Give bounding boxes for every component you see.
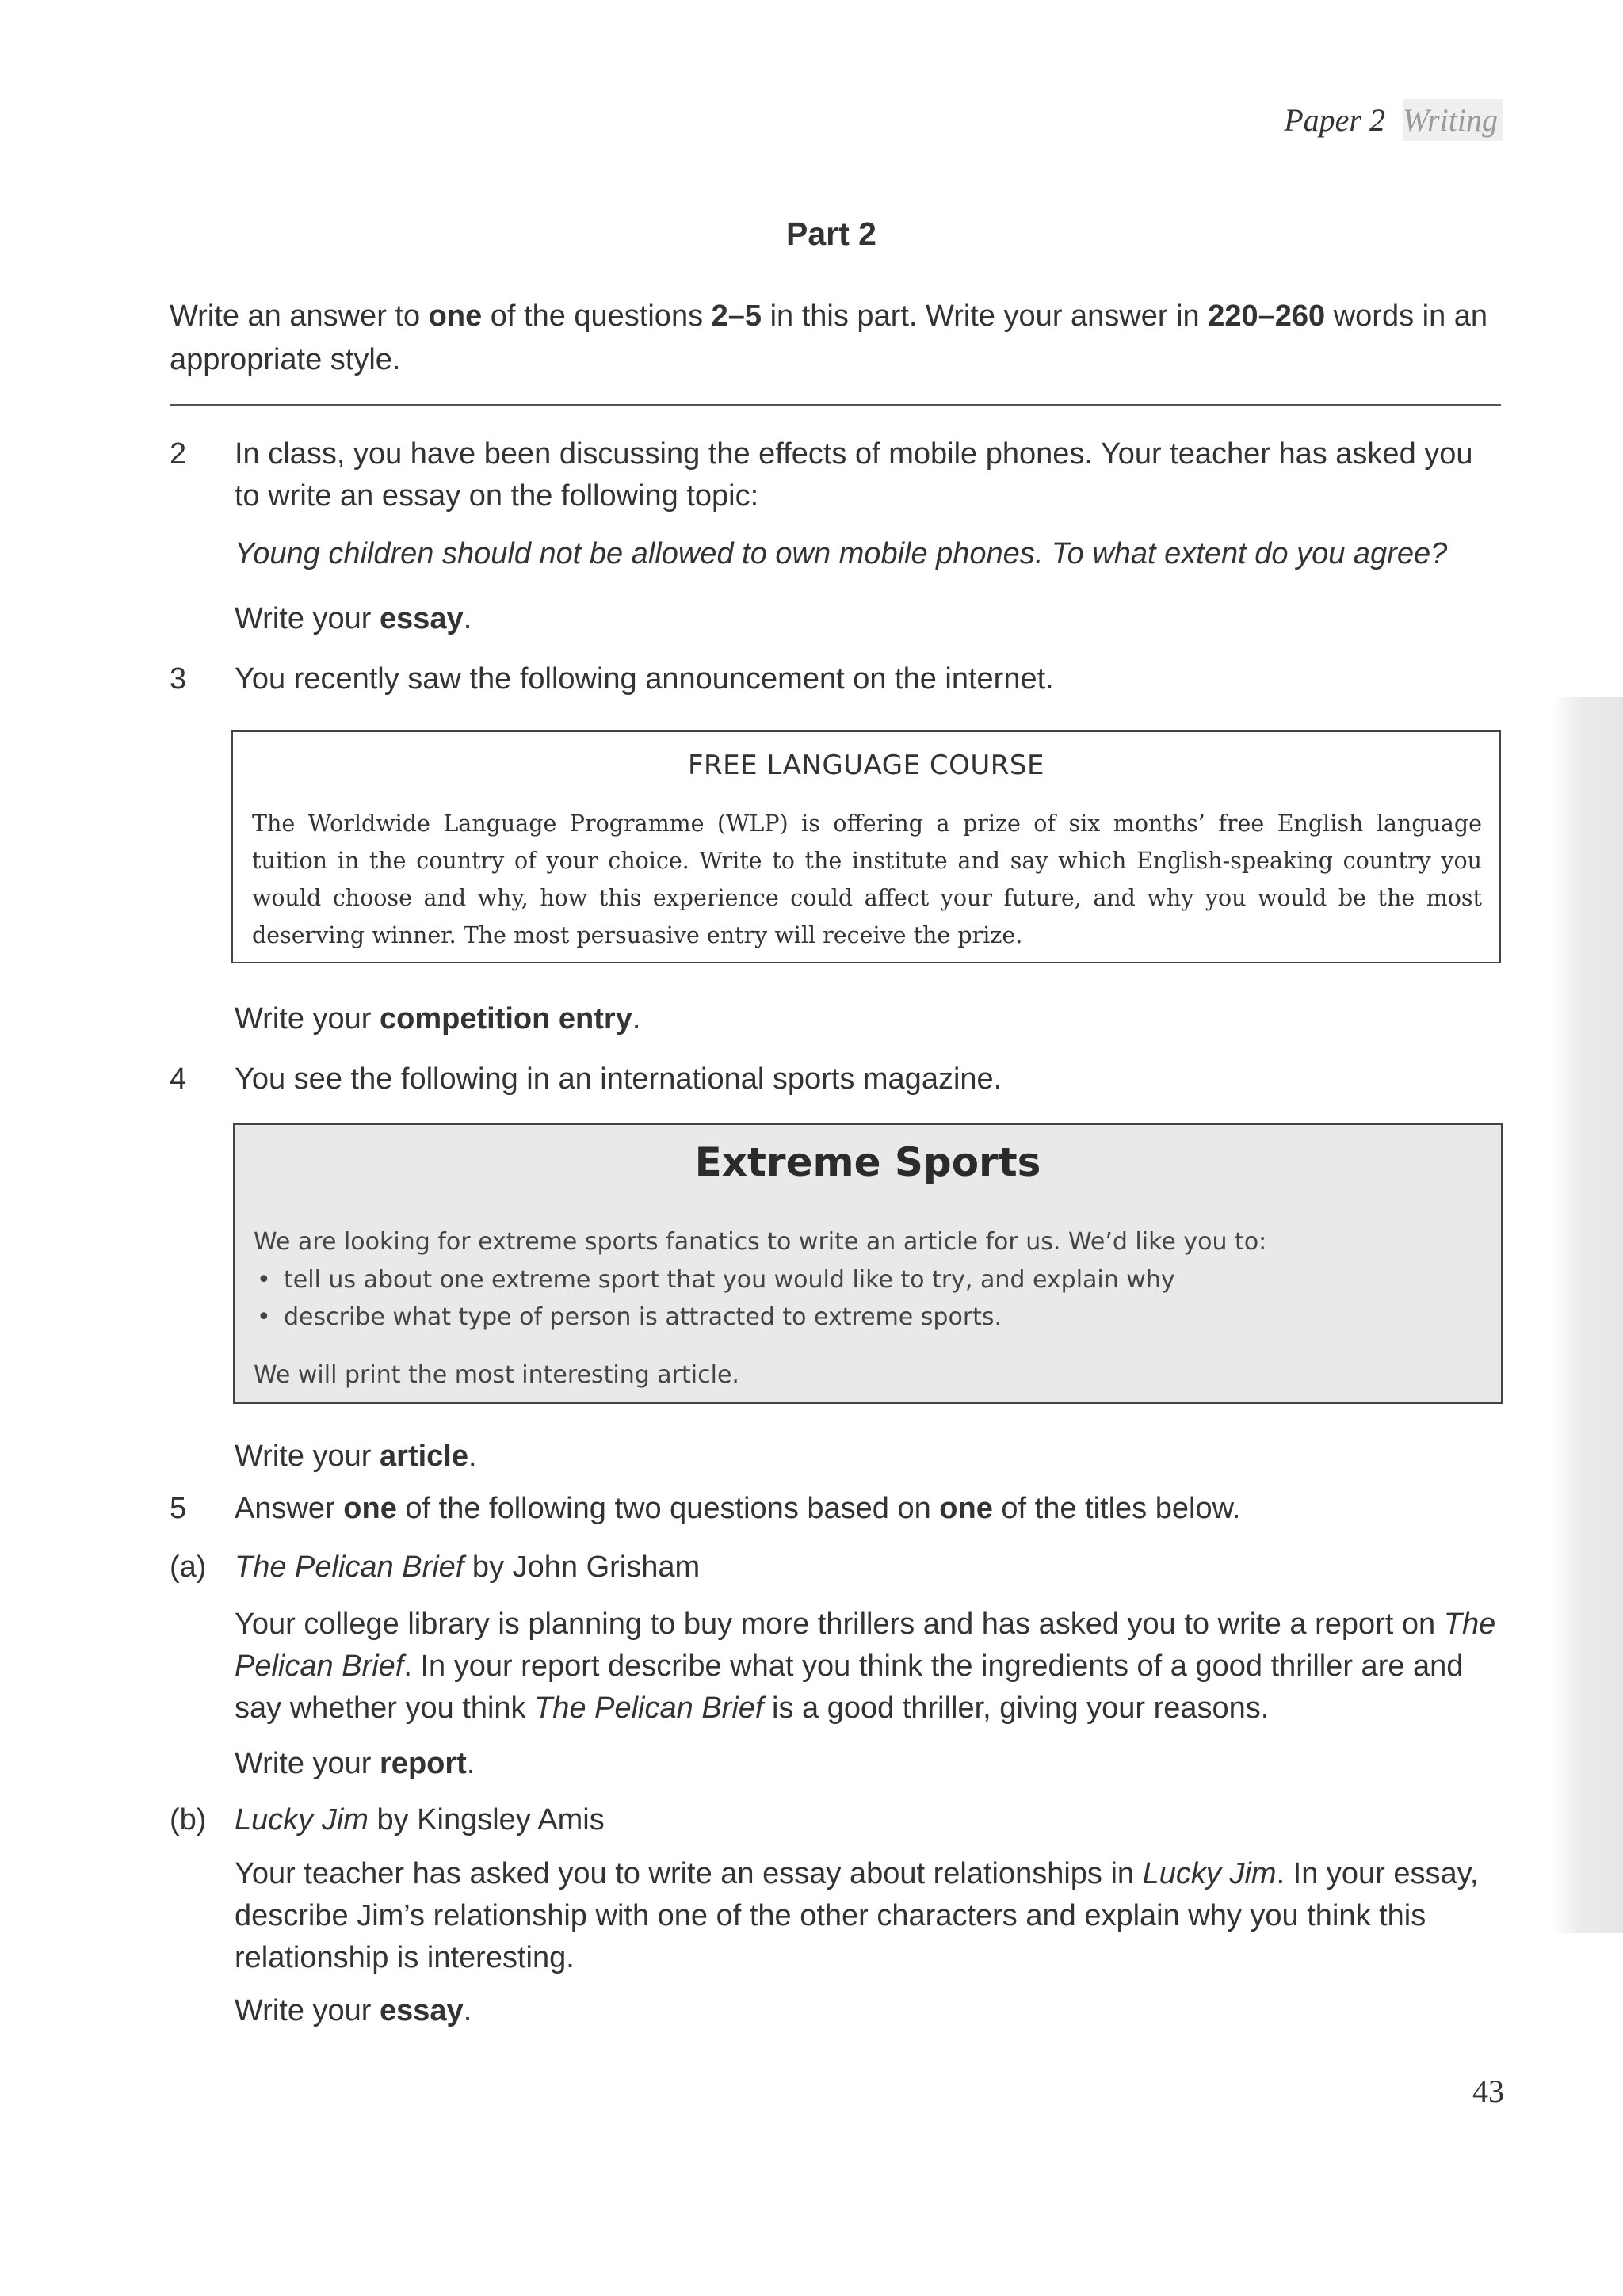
question-2-number: 2 (170, 437, 187, 471)
question-2-task (235, 598, 1503, 640)
question-5a-task-suffix: . (466, 1747, 475, 1780)
question-5a-task-type: report (380, 1747, 467, 1780)
question-4-task-suffix: . (468, 1440, 477, 1473)
intro-bold-2: 2–5 (711, 299, 762, 333)
question-5a-task-prefix: Write your (235, 1747, 380, 1780)
question-3-prompt: You recently saw the following announcement on the internet. (235, 662, 1054, 696)
question-4-task-type: article (380, 1440, 468, 1473)
question-2-task-suffix: . (463, 602, 472, 635)
question-5a-label: (a) (170, 1550, 207, 1584)
question-2-task-type: essay (380, 602, 464, 635)
advert-bullet-item (254, 1261, 1474, 1299)
header-paper: Paper 2 (1284, 102, 1385, 138)
question-5-text-3: of the titles below. (992, 1492, 1241, 1525)
announcement-body: The Worldwide Language Programme (WLP) is offering a prize of six months’ free English language tuition in the country of your choice. Write to the institute and say which English-speaking country you would choose and why, how this experience could affect your future, and why you would be the most deserving winner. The most persuasive entry will receive the prize. (252, 810, 1482, 948)
question-5b-task (235, 1990, 1503, 2032)
question-3-task-suffix: . (632, 1002, 641, 1035)
bullet-icon: • (257, 1266, 271, 1294)
intro-text-3: in this part. Write your answer in (762, 299, 1209, 333)
question-3-number: 3 (170, 662, 187, 696)
advert-bullet-list (254, 1261, 1474, 1336)
question-5-prompt (235, 1488, 1503, 1530)
question-2-topic: Young children should not be allowed to own mobile phones. To what extent do you agree? (235, 537, 1448, 570)
bullet-icon: • (257, 1303, 271, 1331)
intro-text-1: Write an answer to (170, 299, 429, 333)
question-4-task-prefix: Write your (235, 1440, 380, 1473)
advert-bullet-item (254, 1299, 1474, 1336)
advert-intro: We are looking for extreme sports fanatics to write an article for us. We’d like you to: (254, 1228, 1267, 1256)
intro-text-2: of the questions (482, 299, 712, 333)
question-5-bold-1: one (343, 1492, 397, 1525)
advert-title: Extreme Sports (694, 1139, 1041, 1185)
question-5b-body (235, 1853, 1503, 1979)
announcement-title: FREE LANGUAGE COURSE (688, 749, 1044, 781)
question-5-number: 5 (170, 1492, 187, 1525)
question-5b-task-prefix: Write your (235, 1994, 380, 2027)
intro-text-4: words in an appropriate style. (170, 299, 1488, 376)
question-5b-book (235, 1799, 1503, 1841)
question-5b-task-suffix: . (463, 1994, 472, 2027)
divider-rule (170, 404, 1501, 406)
intro-bold-3: 220–260 (1208, 299, 1326, 333)
question-5a-author: by John Grisham (464, 1550, 701, 1584)
question-4-task (235, 1436, 1503, 1478)
advert-outro: We will print the most interesting article. (254, 1361, 739, 1389)
question-5b-label: (b) (170, 1803, 207, 1836)
question-4-number: 4 (170, 1062, 187, 1096)
part-title: Part 2 (786, 215, 876, 252)
question-4-prompt: You see the following in an international sports magazine. (235, 1062, 1002, 1096)
magazine-advert-box (233, 1123, 1503, 1404)
question-5b-body-1: Your teacher has asked you to write an essay about relationships in (235, 1857, 1143, 1890)
question-5b-body-title-1: Lucky Jim (1142, 1857, 1277, 1890)
scan-edge-shadow (1552, 697, 1623, 1933)
question-5a-body-2: . In your report describe what you think the ingredients of a good thriller are and say whether you think (235, 1650, 1464, 1725)
question-5a-body-3: is a good thriller, giving your reasons. (763, 1691, 1270, 1725)
question-5b-task-type: essay (380, 1994, 464, 2027)
question-5a-body-1: Your college library is planning to buy more thrillers and has asked you to write a report on (235, 1608, 1444, 1641)
question-5-bold-2: one (939, 1492, 993, 1525)
question-5a-book (235, 1547, 1503, 1589)
advert-bullet-text: describe what type of person is attracted to extreme sports. (284, 1303, 1002, 1331)
question-5-text-1: Answer (235, 1492, 344, 1525)
announcement-box (231, 730, 1501, 963)
question-3-task-type: competition entry (380, 1002, 632, 1035)
question-5b-title: Lucky Jim (235, 1803, 369, 1836)
page-number: 43 (1472, 2073, 1504, 2109)
question-2-prompt: In class, you have been discussing the effects of mobile phones. Your teacher has asked you to write an essay on the following topic: (235, 437, 1473, 513)
question-5b-author: by Kingsley Amis (368, 1803, 605, 1836)
question-5a-title: The Pelican Brief (235, 1550, 464, 1584)
part-instructions (170, 295, 1501, 382)
question-5-text-2: of the following two questions based on (396, 1492, 940, 1525)
question-5a-task (235, 1743, 1503, 1785)
intro-bold-1: one (428, 299, 483, 333)
question-5a-body (235, 1604, 1503, 1730)
question-3-task (235, 998, 1503, 1040)
question-2-task-prefix: Write your (235, 602, 380, 635)
question-5a-body-title-1: The Pelican Brief (235, 1608, 1496, 1683)
header-section: Writing (1403, 99, 1503, 141)
question-5b-body-2: . In your essay, describe Jim’s relationship with one of the other characters and explain why you think this relationship is interesting. (235, 1857, 1479, 1974)
running-header (1284, 101, 1503, 139)
question-3-task-prefix: Write your (235, 1002, 380, 1035)
advert-bullet-text: tell us about one extreme sport that you would like to try, and explain why (284, 1266, 1175, 1294)
question-5a-body-title-2: The Pelican Brief (534, 1691, 764, 1725)
